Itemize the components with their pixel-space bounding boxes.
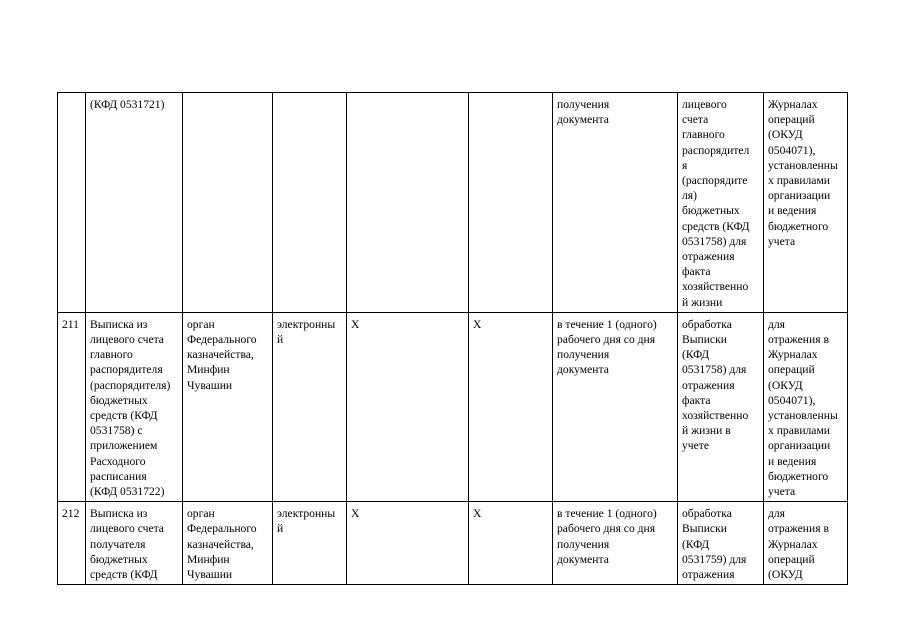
creator-cell: орган Федерального казначейства, Минфин Чувашии bbox=[183, 312, 273, 501]
column-5-cell: X bbox=[347, 312, 469, 501]
form-cell bbox=[273, 93, 347, 313]
document-flow-table bbox=[57, 92, 848, 585]
row-number-cell bbox=[58, 93, 86, 313]
column-5-cell: X bbox=[347, 502, 469, 585]
deadline-cell: в течение 1 (одного) рабочего дня со дня получения документа bbox=[553, 502, 678, 585]
column-6-cell bbox=[469, 93, 553, 313]
deadline-cell: в течение 1 (одного) рабочего дня со дня получения документа bbox=[553, 312, 678, 501]
usage-cell: обработка Выписки (КФД 0531758) для отражения факта хозяйственно й жизни в учете bbox=[678, 312, 764, 501]
deadline-cell: получения документа bbox=[553, 93, 678, 313]
document-name-cell: Выписка из лицевого счета получателя бюджетных средств (КФД bbox=[86, 502, 183, 585]
form-cell: электронны й bbox=[273, 502, 347, 585]
purpose-cell: Журналах операций (ОКУД 0504071), установленны х правилами организации и ведения бюджетного учета bbox=[764, 93, 848, 313]
purpose-cell: для отражения в Журналах операций (ОКУД bbox=[764, 502, 848, 585]
column-6-cell: X bbox=[469, 312, 553, 501]
table-row bbox=[58, 502, 848, 585]
creator-cell: орган Федерального казначейства, Минфин Чувашии bbox=[183, 502, 273, 585]
usage-cell: лицевого счета главного распорядител я (распорядите ля) бюджетных средств (КФД 0531758) для отражения факта хозяйственно й жизни bbox=[678, 93, 764, 313]
document-name-cell: Выписка из лицевого счета главного распорядителя (распорядителя) бюджетных средств (КФД 0531758) с приложением Расходного расписания (КФД 0531722) bbox=[86, 312, 183, 501]
creator-cell bbox=[183, 93, 273, 313]
usage-cell: обработка Выписки (КФД 0531759) для отражения bbox=[678, 502, 764, 585]
purpose-cell: для отражения в Журналах операций (ОКУД 0504071), установленны х правилами организации и ведения бюджетного учета bbox=[764, 312, 848, 501]
column-5-cell bbox=[347, 93, 469, 313]
row-number-cell: 212 bbox=[58, 502, 86, 585]
row-number-cell: 211 bbox=[58, 312, 86, 501]
table-row bbox=[58, 93, 848, 313]
document-name-cell: (КФД 0531721) bbox=[86, 93, 183, 313]
form-cell: электронны й bbox=[273, 312, 347, 501]
table-row bbox=[58, 312, 848, 501]
column-6-cell: X bbox=[469, 502, 553, 585]
